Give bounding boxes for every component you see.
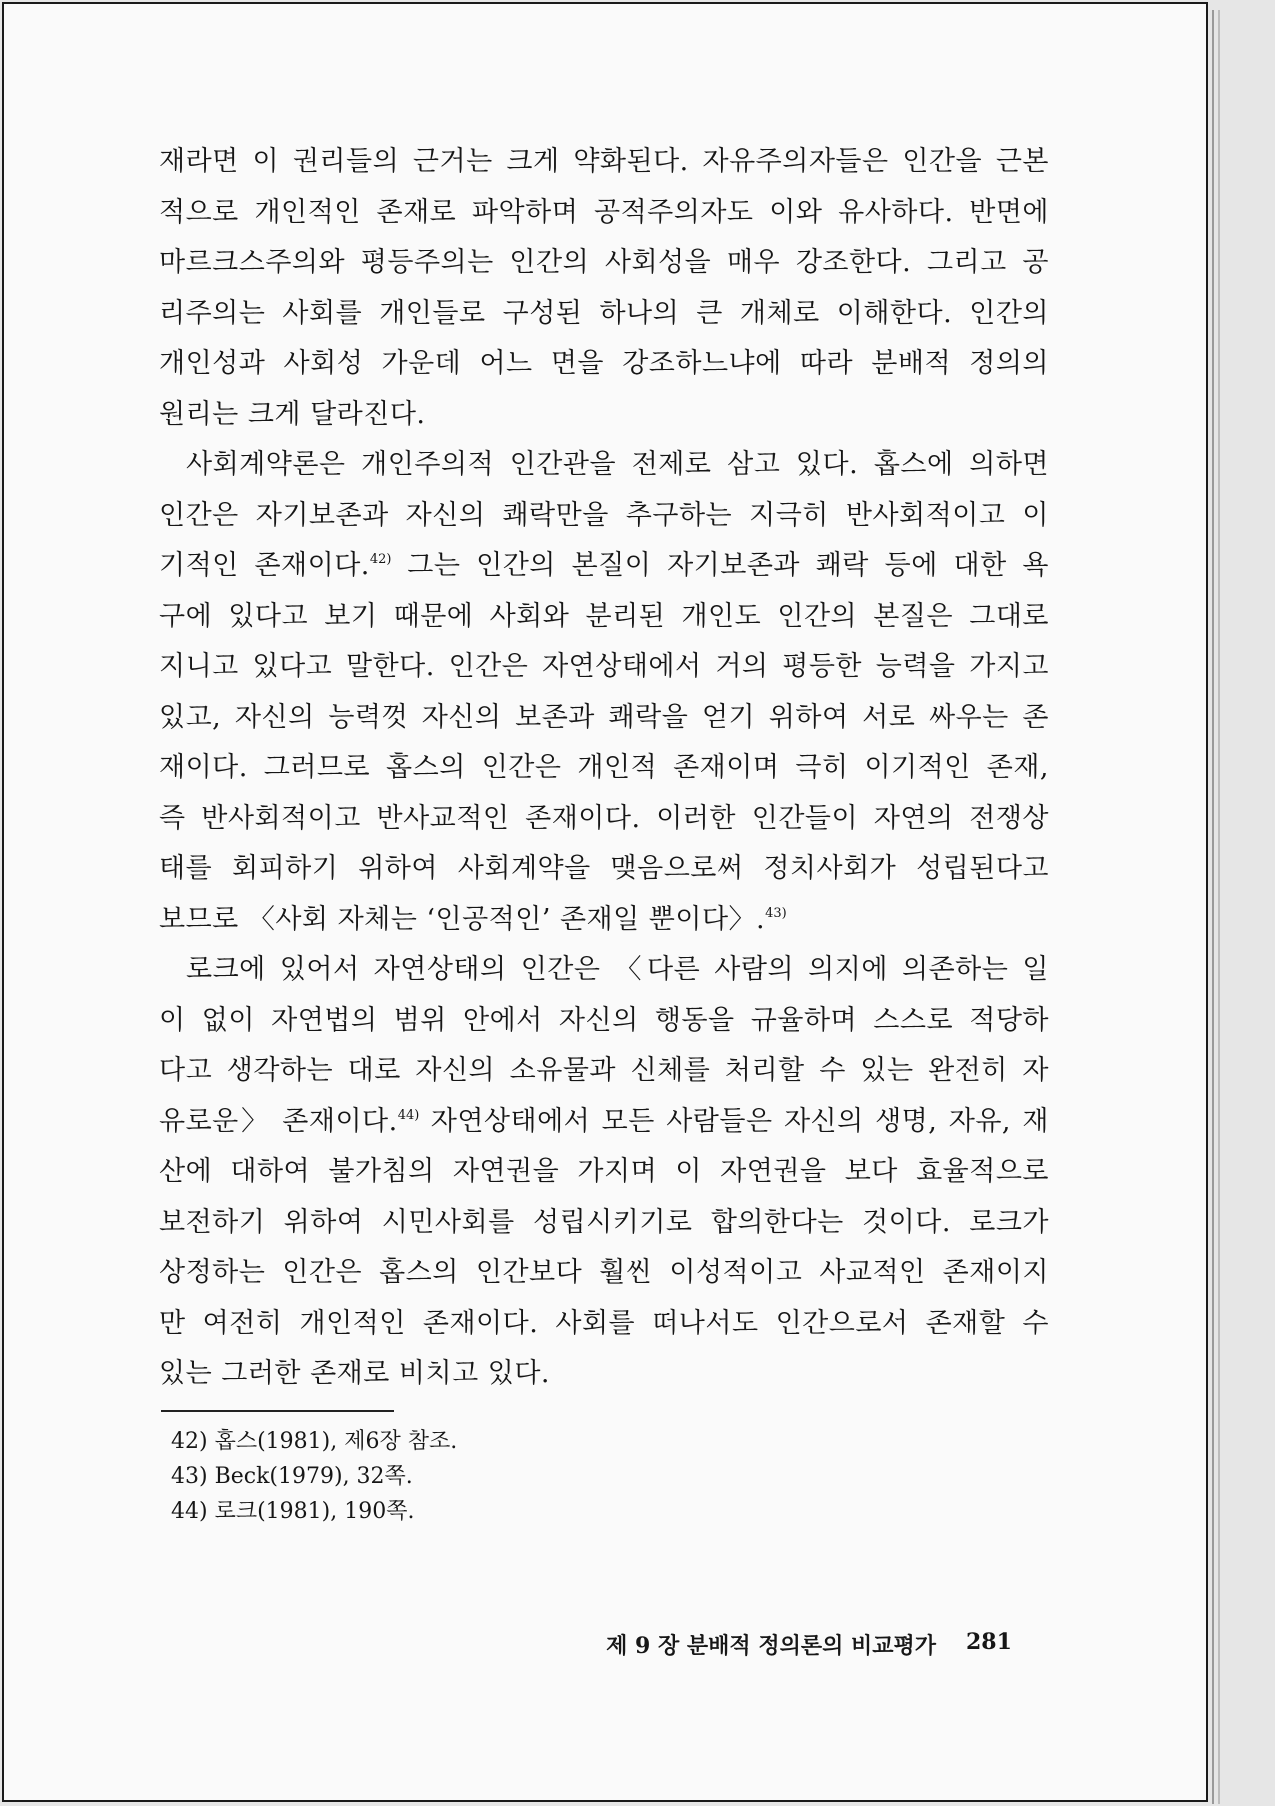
text-line: 즉 반사회적이고 반사교적인 존재이다. 이러한 인간들이 자연의 전쟁상 [159, 802, 1049, 834]
text-line-with-note [159, 895, 1049, 946]
footnote-42: 42) 홉스(1981), 제6장 참조. [171, 1429, 458, 1454]
text-line-with-note [159, 1097, 1049, 1148]
text-line: 다고 생각하는 대로 자신의 소유물과 신체를 처리할 수 있는 완전히 자 [159, 1055, 1049, 1086]
footnote-ref-44: 44) [397, 1107, 420, 1123]
footnote-divider [161, 1410, 394, 1412]
text-line: 지니고 있다고 말한다. 인간은 자연상태에서 거의 평등한 능력을 가지고 [159, 651, 1049, 682]
text-segment: 유로운〉 존재이다. [159, 1105, 398, 1137]
text-line: 태를 회피하기 위하여 사회계약을 맺음으로써 정치사회가 성립된다고 [159, 853, 1049, 884]
text-line: 상정하는 인간은 홉스의 인간보다 훨씬 이성적이고 사교적인 존재이지 [159, 1257, 1049, 1288]
footnote-44: 44) 로크(1981), 190쪽. [171, 1499, 415, 1524]
text-line: 만 여전히 개인적인 존재이다. 사회를 떠나서도 인간으로서 존재할 수 [159, 1307, 1049, 1339]
text-line: 개인성과 사회성 가운데 어느 면을 강조하느냐에 따라 분배적 정의의 [159, 348, 1049, 379]
text-segment: 기적인 존재이다. [159, 550, 370, 581]
text-segment: 자연상태에서 모든 사람들은 자신의 생명, 자유, 재 [419, 1105, 1049, 1137]
text-line: 산에 대하여 불가침의 자연권을 가지며 이 자연권을 보다 효율적으로 [159, 1156, 1049, 1187]
text-line: 재라면 이 권리들의 근거는 크게 약화된다. 자유주의자들은 인간을 근본 [159, 146, 1049, 177]
text-line: 있고, 자신의 능력껏 자신의 보존과 쾌락을 얻기 위하여 서로 싸우는 존 [159, 701, 1049, 733]
text-line: 리주의는 사회를 개인들로 구성된 하나의 큰 개체로 이해한다. 인간의 [159, 297, 1049, 329]
text-segment: 그는 인간의 본질이 자기보존과 쾌락 등에 대한 욕 [391, 550, 1049, 581]
footnote-ref-42: 42) [369, 552, 392, 567]
text-line: 재이다. 그러므로 홉스의 인간은 개인적 존재이며 극히 이기적인 존재, [159, 752, 1049, 783]
text-line-with-note [159, 541, 1049, 592]
text-line: 보전하기 위하여 시민사회를 성립시키기로 합의한다는 것이다. 로크가 [159, 1206, 1049, 1238]
text-segment: 보므로 〈사회 자체는 ‘인공적인’ 존재일 뿐이다〉. [159, 903, 766, 935]
text-line: 원리는 크게 달라진다. [159, 398, 426, 430]
footnote-43: 43) Beck(1979), 32쪽. [171, 1464, 413, 1489]
text-line: 인간은 자기보존과 자신의 쾌락만을 추구하는 지극히 반사회적이고 이 [159, 499, 1049, 531]
running-head: 제 9 장 분배적 정의론의 비교평가 [606, 1633, 936, 1659]
text-line: 로크에 있어서 자연상태의 인간은 〈다른 사람의 의지에 의존하는 일 [186, 954, 1049, 985]
text-line: 구에 있다고 보기 때문에 사회와 분리된 개인도 인간의 본질은 그대로 [159, 600, 1049, 632]
footnote-ref-43: 43) [765, 905, 787, 921]
text-line: 이 없이 자연법의 범위 안에서 자신의 행동을 규율하며 스스로 적당하 [159, 1004, 1049, 1036]
footnotes [171, 1424, 457, 1529]
text-line: 마르크스주의와 평등주의는 인간의 사회성을 매우 강조한다. 그리고 공 [159, 247, 1049, 278]
page-edge-inner [1212, 10, 1214, 1804]
page-number: 281 [966, 1629, 1012, 1655]
page-edge-outer [1218, 10, 1220, 1804]
text-line: 있는 그러한 존재로 비치고 있다. [159, 1358, 550, 1389]
text-line: 사회계약론은 개인주의적 인간관을 전제로 삼고 있다. 홉스에 의하면 [186, 449, 1049, 480]
book-page [2, 2, 1208, 1802]
body-text [159, 137, 1049, 1400]
text-line: 적으로 개인적인 존재로 파악하며 공적주의자도 이와 유사하다. 반면에 [159, 196, 1049, 228]
